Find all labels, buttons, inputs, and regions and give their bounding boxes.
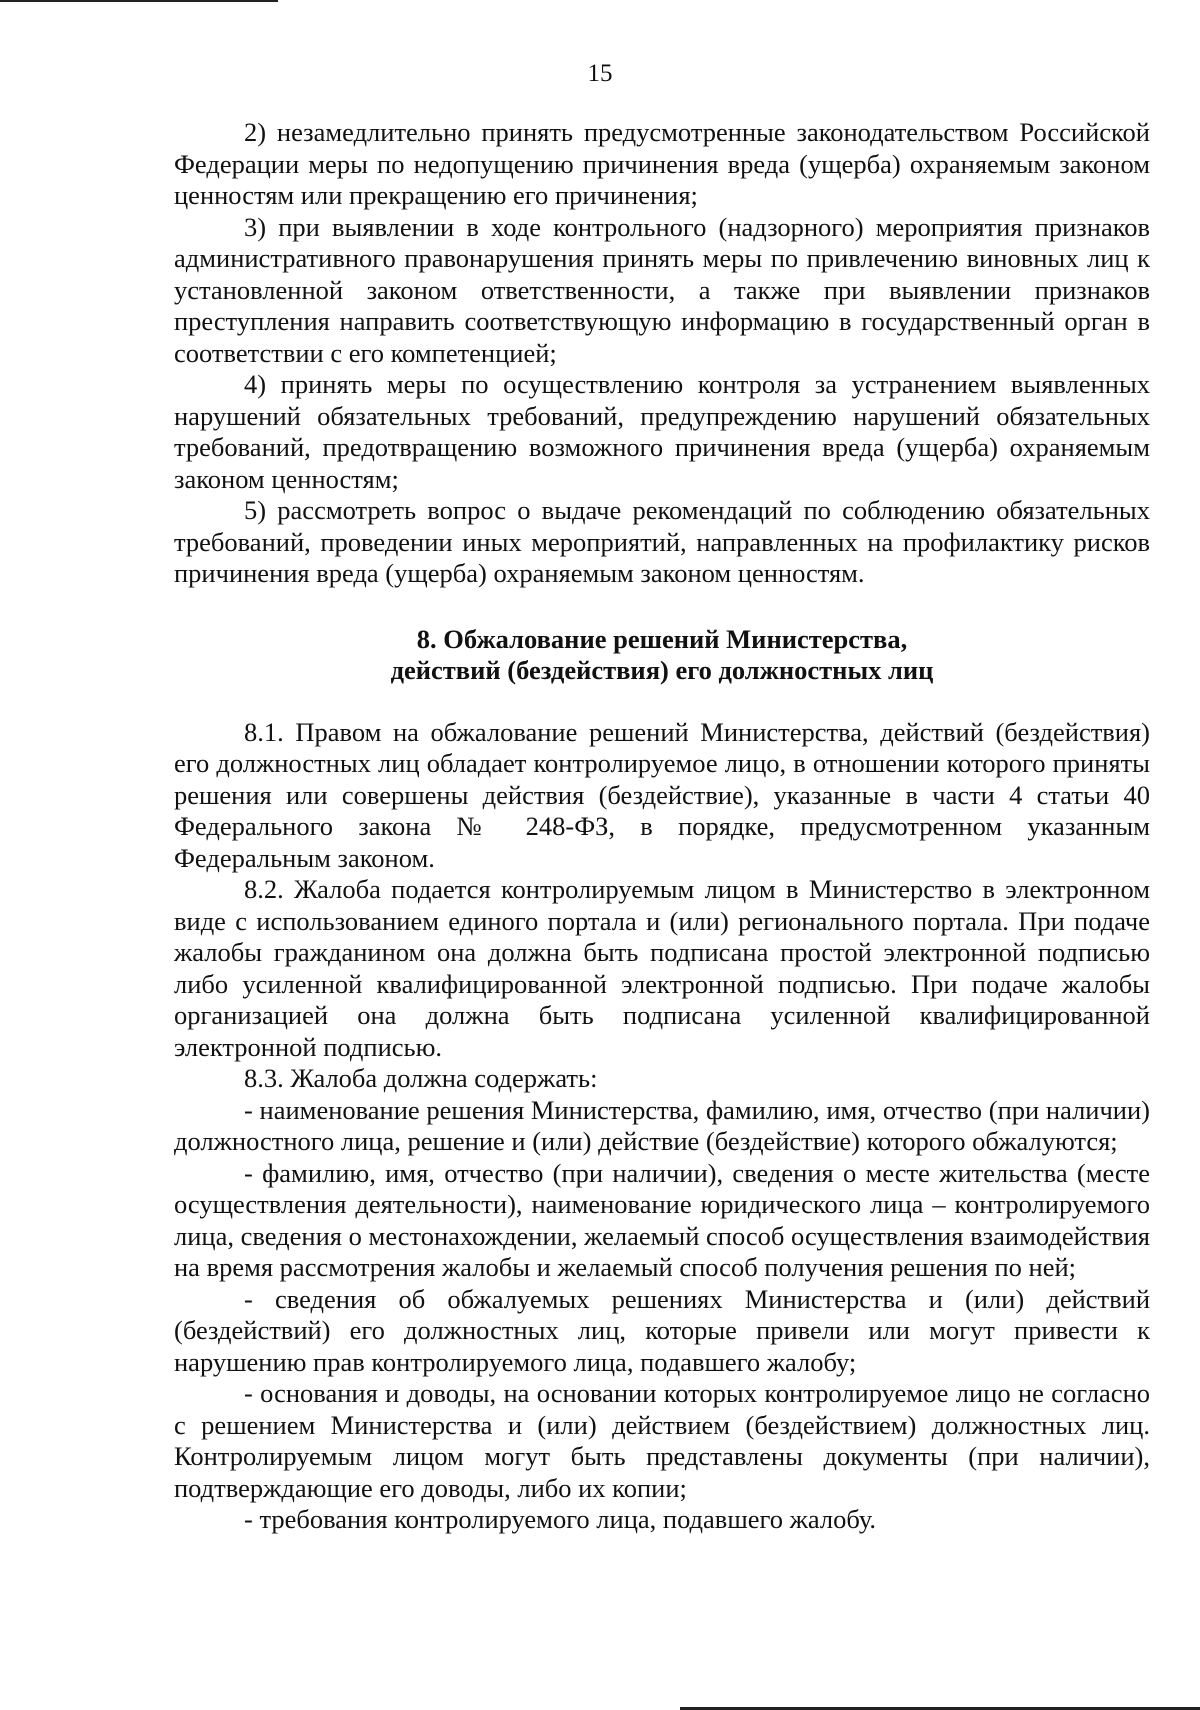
paragraph-8-2: 8.2. Жалоба подается контролируемым лицом в Министерство в электронном виде с использованием единого портала и (или) регионального портала. При подаче жалобы гражданином она должна быть подписана простой электронной подписью либо усиленной квалифицированной электронной подписью. При подаче жалобы организацией она должна быть подписана усиленной квалифицированной электронной подписью. <box>174 874 1150 1062</box>
list-item-appealed-decisions: - сведения об обжалуемых решениях Министерства и (или) действий (бездействий) его должностных лиц, которые привели или могут привести к нарушению прав контролируемого лица, подавшего жалобу; <box>174 1283 1150 1377</box>
list-item-grounds: - основания и доводы, на основании которых контролируемое лицо не согласно с решением Министерства и (или) действием (бездействием) должностных лиц. Контролируемым лицом могут быть представлены документы (при наличии), подтверждающие его доводы, либо их копии; <box>174 1378 1150 1503</box>
page-number: 15 <box>587 60 613 87</box>
list-item-requirements: - требования контролируемого лица, подавшего жалобу. <box>244 1504 877 1534</box>
section-heading-line-2: действий (бездействия) его должностных лиц <box>390 655 934 685</box>
paragraph-item-5: 5) рассмотреть вопрос о выдаче рекомендаций по соблюдению обязательных требований, проведении иных мероприятий, направленных на профилактику рисков причинения вреда (ущерба) охраняемым законом ценностям. <box>174 495 1150 588</box>
paragraph-item-3: 3) при выявлении в ходе контрольного (надзорного) мероприятия признаков административного правонарушения принять меры по привлечению виновных лиц к установленной законом ответственности, а также при выявлении признаков преступления направить соответствующую информацию в государственный орган в соответствии с его компетенцией; <box>174 211 1150 368</box>
paragraph-item-4: 4) принять меры по осуществлению контроля за устранением выявленных нарушений обязательных требований, предупреждению нарушений обязательных требований, предотвращению возможного причинения вреда (ущерба) охраняемым законом ценностям; <box>174 369 1150 494</box>
list-item-applicant-details: - фамилию, имя, отчество (при наличии), сведения о месте жительства (месте осуществления деятельности), наименование юридического лица – контролируемого лица, сведения о местонахождении, желаемый способ осуществления взаимодействия на время рассмотрения жалобы и желаемый способ получения решения по ней; <box>174 1157 1150 1282</box>
scan-edge-top <box>0 0 278 2</box>
paragraph-item-2: 2) незамедлительно принять предусмотренные законодательством Российской Федерации меры по недопущению причинения вреда (ущерба) охраняемым законом ценностям или прекращению его причинения; <box>174 117 1150 210</box>
document-body <box>174 117 1150 1536</box>
list-item-decision-name: - наименование решения Министерства, фамилию, имя, отчество (при наличии) должностного лица, решение и (или) действие (бездействие) которого обжалуются; <box>174 1094 1150 1156</box>
section-heading-line-1: 8. Обжалование решений Министерства, <box>416 623 908 654</box>
paragraph-8-3: 8.3. Жалоба должна содержать: <box>244 1063 598 1093</box>
paragraph-8-1: 8.1. Правом на обжалование решений Министерства, действий (бездействия) его должностных лиц обладает контролируемое лицо, в отношении которого приняты решения или совершены действия (бездействие), указанные в части 4 статьи 40 Федерального закона № 248-ФЗ, в порядке, предусмотренном указанным Федеральным законом. <box>174 716 1150 873</box>
section-heading <box>174 624 1150 687</box>
